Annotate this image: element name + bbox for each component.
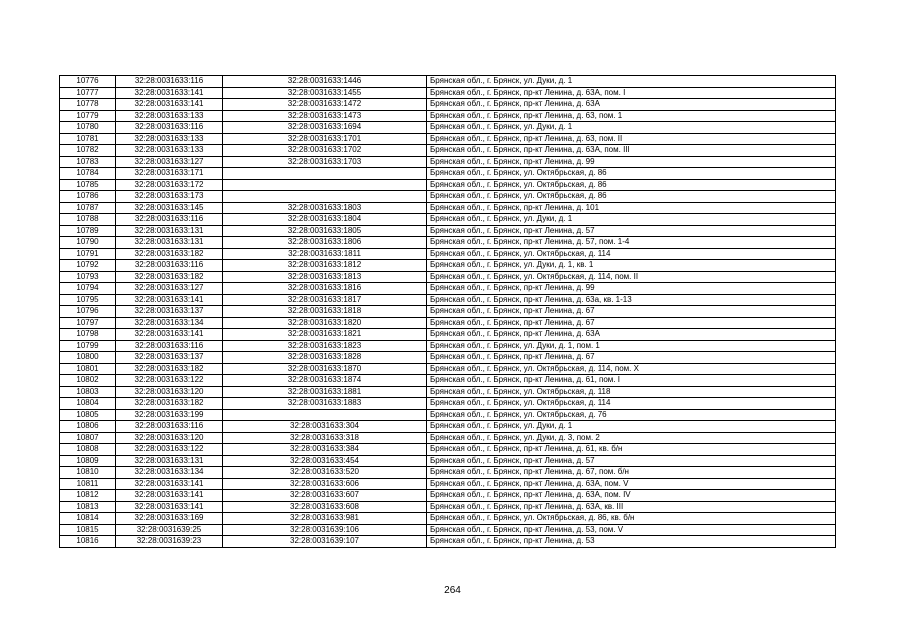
address-cell: Брянская обл., г. Брянск, ул. Октябрьская, д. 86	[427, 191, 836, 203]
parcel-number-cell: 32:28:0031639:23	[116, 536, 223, 548]
address-cell: Брянская обл., г. Брянск, пр-кт Ленина, д. 57	[427, 455, 836, 467]
address-cell: Брянская обл., г. Брянск, пр-кт Ленина, д. 101	[427, 202, 836, 214]
parcel-number-cell: 32:28:0031633:127	[116, 283, 223, 295]
row-number-cell: 10806	[60, 421, 116, 433]
address-cell: Брянская обл., г. Брянск, ул. Октябрьская, д. 86, кв. б/н	[427, 513, 836, 525]
table-row	[60, 260, 836, 272]
object-number-cell: 32:28:0031633:1820	[223, 317, 427, 329]
object-number-cell: 32:28:0031633:1816	[223, 283, 427, 295]
parcel-number-cell: 32:28:0031633:141	[116, 294, 223, 306]
table-row	[60, 122, 836, 134]
object-number-cell: 32:28:0031633:1883	[223, 398, 427, 410]
row-number-cell: 10808	[60, 444, 116, 456]
parcel-number-cell: 32:28:0031633:116	[116, 76, 223, 88]
parcel-number-cell: 32:28:0031633:116	[116, 122, 223, 134]
table-row	[60, 283, 836, 295]
table-row	[60, 214, 836, 226]
row-number-cell: 10804	[60, 398, 116, 410]
parcel-number-cell: 32:28:0031633:127	[116, 156, 223, 168]
address-cell: Брянская обл., г. Брянск, ул. Октябрьская, д. 114	[427, 248, 836, 260]
parcel-number-cell: 32:28:0031633:173	[116, 191, 223, 203]
parcel-number-cell: 32:28:0031633:120	[116, 386, 223, 398]
object-number-cell: 32:28:0031633:1811	[223, 248, 427, 260]
address-cell: Брянская обл., г. Брянск, пр-кт Ленина, д. 63А, кв. III	[427, 501, 836, 513]
address-cell: Брянская обл., г. Брянск, пр-кт Ленина, д. 99	[427, 156, 836, 168]
row-number-cell: 10812	[60, 490, 116, 502]
parcel-number-cell: 32:28:0031633:137	[116, 352, 223, 364]
parcel-number-cell: 32:28:0031633:137	[116, 306, 223, 318]
parcel-number-cell: 32:28:0031633:131	[116, 237, 223, 249]
address-cell: Брянская обл., г. Брянск, ул. Октябрьская, д. 118	[427, 386, 836, 398]
register-table-container	[59, 75, 835, 548]
object-number-cell: 32:28:0031633:1813	[223, 271, 427, 283]
table-row	[60, 76, 836, 88]
row-number-cell: 10816	[60, 536, 116, 548]
object-number-cell: 32:28:0031633:318	[223, 432, 427, 444]
parcel-number-cell: 32:28:0031633:182	[116, 398, 223, 410]
row-number-cell: 10800	[60, 352, 116, 364]
object-number-cell: 32:28:0031633:1812	[223, 260, 427, 272]
object-number-cell: 32:28:0031633:1455	[223, 87, 427, 99]
address-cell: Брянская обл., г. Брянск, ул. Октябрьская, д. 76	[427, 409, 836, 421]
row-number-cell: 10815	[60, 524, 116, 536]
object-number-cell: 32:28:0031633:1703	[223, 156, 427, 168]
address-cell: Брянская обл., г. Брянск, ул. Дуки, д. 1	[427, 214, 836, 226]
object-number-cell: 32:28:0031633:1874	[223, 375, 427, 387]
object-number-cell: 32:28:0031633:981	[223, 513, 427, 525]
row-number-cell: 10786	[60, 191, 116, 203]
table-row	[60, 432, 836, 444]
parcel-number-cell: 32:28:0031633:116	[116, 340, 223, 352]
object-number-cell: 32:28:0031639:107	[223, 536, 427, 548]
address-cell: Брянская обл., г. Брянск, пр-кт Ленина, д. 67, пом. б/н	[427, 467, 836, 479]
parcel-number-cell: 32:28:0031633:172	[116, 179, 223, 191]
row-number-cell: 10784	[60, 168, 116, 180]
table-row	[60, 467, 836, 479]
address-cell: Брянская обл., г. Брянск, ул. Октябрьская, д. 114, пом. X	[427, 363, 836, 375]
parcel-number-cell: 32:28:0031633:134	[116, 467, 223, 479]
row-number-cell: 10799	[60, 340, 116, 352]
parcel-number-cell: 32:28:0031633:141	[116, 501, 223, 513]
address-cell: Брянская обл., г. Брянск, пр-кт Ленина, д. 99	[427, 283, 836, 295]
table-row	[60, 191, 836, 203]
table-row	[60, 524, 836, 536]
table-row	[60, 99, 836, 111]
row-number-cell: 10798	[60, 329, 116, 341]
row-number-cell: 10813	[60, 501, 116, 513]
row-number-cell: 10782	[60, 145, 116, 157]
parcel-number-cell: 32:28:0031633:171	[116, 168, 223, 180]
address-cell: Брянская обл., г. Брянск, пр-кт Ленина, д. 63А	[427, 329, 836, 341]
parcel-number-cell: 32:28:0031633:131	[116, 225, 223, 237]
address-cell: Брянская обл., г. Брянск, ул. Дуки, д. 1, пом. 1	[427, 340, 836, 352]
address-cell: Брянская обл., г. Брянск, пр-кт Ленина, д. 53	[427, 536, 836, 548]
address-cell: Брянская обл., г. Брянск, пр-кт Ленина, д. 63А, пом. III	[427, 145, 836, 157]
parcel-number-cell: 32:28:0031633:182	[116, 363, 223, 375]
row-number-cell: 10787	[60, 202, 116, 214]
address-cell: Брянская обл., г. Брянск, ул. Дуки, д. 3, пом. 2	[427, 432, 836, 444]
table-row	[60, 156, 836, 168]
table-row	[60, 409, 836, 421]
address-cell: Брянская обл., г. Брянск, пр-кт Ленина, д. 67	[427, 317, 836, 329]
register-table	[59, 75, 836, 548]
parcel-number-cell: 32:28:0031633:134	[116, 317, 223, 329]
row-number-cell: 10795	[60, 294, 116, 306]
object-number-cell: 32:28:0031633:608	[223, 501, 427, 513]
row-number-cell: 10805	[60, 409, 116, 421]
parcel-number-cell: 32:28:0031633:141	[116, 87, 223, 99]
table-row	[60, 386, 836, 398]
row-number-cell: 10793	[60, 271, 116, 283]
parcel-number-cell: 32:28:0031633:133	[116, 145, 223, 157]
table-row	[60, 110, 836, 122]
address-cell: Брянская обл., г. Брянск, ул. Дуки, д. 1	[427, 421, 836, 433]
row-number-cell: 10791	[60, 248, 116, 260]
table-row	[60, 536, 836, 548]
parcel-number-cell: 32:28:0031633:120	[116, 432, 223, 444]
address-cell: Брянская обл., г. Брянск, пр-кт Ленина, д. 57, пом. 1-4	[427, 237, 836, 249]
table-row	[60, 398, 836, 410]
address-cell: Брянская обл., г. Брянск, пр-кт Ленина, д. 63, пом. II	[427, 133, 836, 145]
object-number-cell: 32:28:0031633:1804	[223, 214, 427, 226]
object-number-cell: 32:28:0031633:607	[223, 490, 427, 502]
table-row	[60, 455, 836, 467]
parcel-number-cell: 32:28:0031633:169	[116, 513, 223, 525]
address-cell: Брянская обл., г. Брянск, ул. Октябрьская, д. 114, пом. II	[427, 271, 836, 283]
address-cell: Брянская обл., г. Брянск, пр-кт Ленина, д. 63А, пом. I	[427, 87, 836, 99]
address-cell: Брянская обл., г. Брянск, ул. Октябрьская, д. 86	[427, 168, 836, 180]
row-number-cell: 10801	[60, 363, 116, 375]
parcel-number-cell: 32:28:0031633:145	[116, 202, 223, 214]
table-row	[60, 478, 836, 490]
row-number-cell: 10783	[60, 156, 116, 168]
object-number-cell: 32:28:0031633:1803	[223, 202, 427, 214]
parcel-number-cell: 32:28:0031633:122	[116, 375, 223, 387]
parcel-number-cell: 32:28:0031639:25	[116, 524, 223, 536]
parcel-number-cell: 32:28:0031633:131	[116, 455, 223, 467]
row-number-cell: 10790	[60, 237, 116, 249]
row-number-cell: 10811	[60, 478, 116, 490]
object-number-cell	[223, 191, 427, 203]
object-number-cell: 32:28:0031633:1817	[223, 294, 427, 306]
object-number-cell: 32:28:0031633:1881	[223, 386, 427, 398]
object-number-cell	[223, 168, 427, 180]
row-number-cell: 10807	[60, 432, 116, 444]
parcel-number-cell: 32:28:0031633:122	[116, 444, 223, 456]
object-number-cell: 32:28:0031633:1870	[223, 363, 427, 375]
parcel-number-cell: 32:28:0031633:141	[116, 329, 223, 341]
table-row	[60, 444, 836, 456]
table-row	[60, 513, 836, 525]
row-number-cell: 10789	[60, 225, 116, 237]
address-cell: Брянская обл., г. Брянск, ул. Дуки, д. 1	[427, 122, 836, 134]
object-number-cell: 32:28:0031633:1701	[223, 133, 427, 145]
parcel-number-cell: 32:28:0031633:141	[116, 478, 223, 490]
address-cell: Брянская обл., г. Брянск, ул. Октябрьская, д. 114	[427, 398, 836, 410]
object-number-cell: 32:28:0031633:454	[223, 455, 427, 467]
table-row	[60, 237, 836, 249]
object-number-cell: 32:28:0031633:1818	[223, 306, 427, 318]
address-cell: Брянская обл., г. Брянск, пр-кт Ленина, д. 53, пом. V	[427, 524, 836, 536]
object-number-cell: 32:28:0031633:1828	[223, 352, 427, 364]
object-number-cell: 32:28:0031633:1806	[223, 237, 427, 249]
row-number-cell: 10802	[60, 375, 116, 387]
address-cell: Брянская обл., г. Брянск, пр-кт Ленина, д. 67	[427, 306, 836, 318]
object-number-cell: 32:28:0031639:106	[223, 524, 427, 536]
table-row	[60, 363, 836, 375]
row-number-cell: 10788	[60, 214, 116, 226]
table-row	[60, 294, 836, 306]
row-number-cell: 10778	[60, 99, 116, 111]
table-row	[60, 501, 836, 513]
object-number-cell: 32:28:0031633:606	[223, 478, 427, 490]
row-number-cell: 10781	[60, 133, 116, 145]
address-cell: Брянская обл., г. Брянск, пр-кт Ленина, д. 63а, кв. 1-13	[427, 294, 836, 306]
row-number-cell: 10797	[60, 317, 116, 329]
table-row	[60, 202, 836, 214]
parcel-number-cell: 32:28:0031633:133	[116, 110, 223, 122]
row-number-cell: 10796	[60, 306, 116, 318]
object-number-cell	[223, 179, 427, 191]
address-cell: Брянская обл., г. Брянск, ул. Дуки, д. 1, кв. 1	[427, 260, 836, 272]
address-cell: Брянская обл., г. Брянск, пр-кт Ленина, д. 63А	[427, 99, 836, 111]
address-cell: Брянская обл., г. Брянск, пр-кт Ленина, д. 67	[427, 352, 836, 364]
object-number-cell: 32:28:0031633:1446	[223, 76, 427, 88]
table-row	[60, 168, 836, 180]
address-cell: Брянская обл., г. Брянск, пр-кт Ленина, д. 63А, пом. V	[427, 478, 836, 490]
row-number-cell: 10809	[60, 455, 116, 467]
address-cell: Брянская обл., г. Брянск, пр-кт Ленина, д. 61, пом. I	[427, 375, 836, 387]
row-number-cell: 10777	[60, 87, 116, 99]
parcel-number-cell: 32:28:0031633:116	[116, 421, 223, 433]
parcel-number-cell: 32:28:0031633:141	[116, 490, 223, 502]
row-number-cell: 10803	[60, 386, 116, 398]
row-number-cell: 10814	[60, 513, 116, 525]
row-number-cell: 10785	[60, 179, 116, 191]
object-number-cell: 32:28:0031633:1702	[223, 145, 427, 157]
object-number-cell: 32:28:0031633:1472	[223, 99, 427, 111]
object-number-cell: 32:28:0031633:1473	[223, 110, 427, 122]
row-number-cell: 10794	[60, 283, 116, 295]
table-row	[60, 329, 836, 341]
address-cell: Брянская обл., г. Брянск, пр-кт Ленина, д. 63А, пом. IV	[427, 490, 836, 502]
address-cell: Брянская обл., г. Брянск, пр-кт Ленина, д. 57	[427, 225, 836, 237]
table-row	[60, 306, 836, 318]
table-row	[60, 317, 836, 329]
row-number-cell: 10792	[60, 260, 116, 272]
table-row	[60, 225, 836, 237]
table-row	[60, 145, 836, 157]
table-row	[60, 421, 836, 433]
object-number-cell: 32:28:0031633:1821	[223, 329, 427, 341]
page-number: 264	[444, 585, 461, 596]
row-number-cell: 10776	[60, 76, 116, 88]
parcel-number-cell: 32:28:0031633:116	[116, 260, 223, 272]
table-row	[60, 340, 836, 352]
table-row	[60, 271, 836, 283]
object-number-cell: 32:28:0031633:1823	[223, 340, 427, 352]
table-row	[60, 248, 836, 260]
row-number-cell: 10810	[60, 467, 116, 479]
table-row	[60, 352, 836, 364]
object-number-cell: 32:28:0031633:520	[223, 467, 427, 479]
object-number-cell: 32:28:0031633:1805	[223, 225, 427, 237]
row-number-cell: 10779	[60, 110, 116, 122]
table-row	[60, 133, 836, 145]
object-number-cell: 32:28:0031633:384	[223, 444, 427, 456]
address-cell: Брянская обл., г. Брянск, пр-кт Ленина, д. 63, пом. 1	[427, 110, 836, 122]
address-cell: Брянская обл., г. Брянск, пр-кт Ленина, д. 61, кв. б/н	[427, 444, 836, 456]
object-number-cell: 32:28:0031633:1694	[223, 122, 427, 134]
table-row	[60, 490, 836, 502]
parcel-number-cell: 32:28:0031633:141	[116, 99, 223, 111]
parcel-number-cell: 32:28:0031633:199	[116, 409, 223, 421]
address-cell: Брянская обл., г. Брянск, ул. Дуки, д. 1	[427, 76, 836, 88]
table-row	[60, 87, 836, 99]
parcel-number-cell: 32:28:0031633:182	[116, 271, 223, 283]
object-number-cell	[223, 409, 427, 421]
parcel-number-cell: 32:28:0031633:182	[116, 248, 223, 260]
table-row	[60, 375, 836, 387]
register-table-body	[60, 76, 836, 548]
row-number-cell: 10780	[60, 122, 116, 134]
address-cell: Брянская обл., г. Брянск, ул. Октябрьская, д. 86	[427, 179, 836, 191]
parcel-number-cell: 32:28:0031633:116	[116, 214, 223, 226]
parcel-number-cell: 32:28:0031633:133	[116, 133, 223, 145]
table-row	[60, 179, 836, 191]
object-number-cell: 32:28:0031633:304	[223, 421, 427, 433]
